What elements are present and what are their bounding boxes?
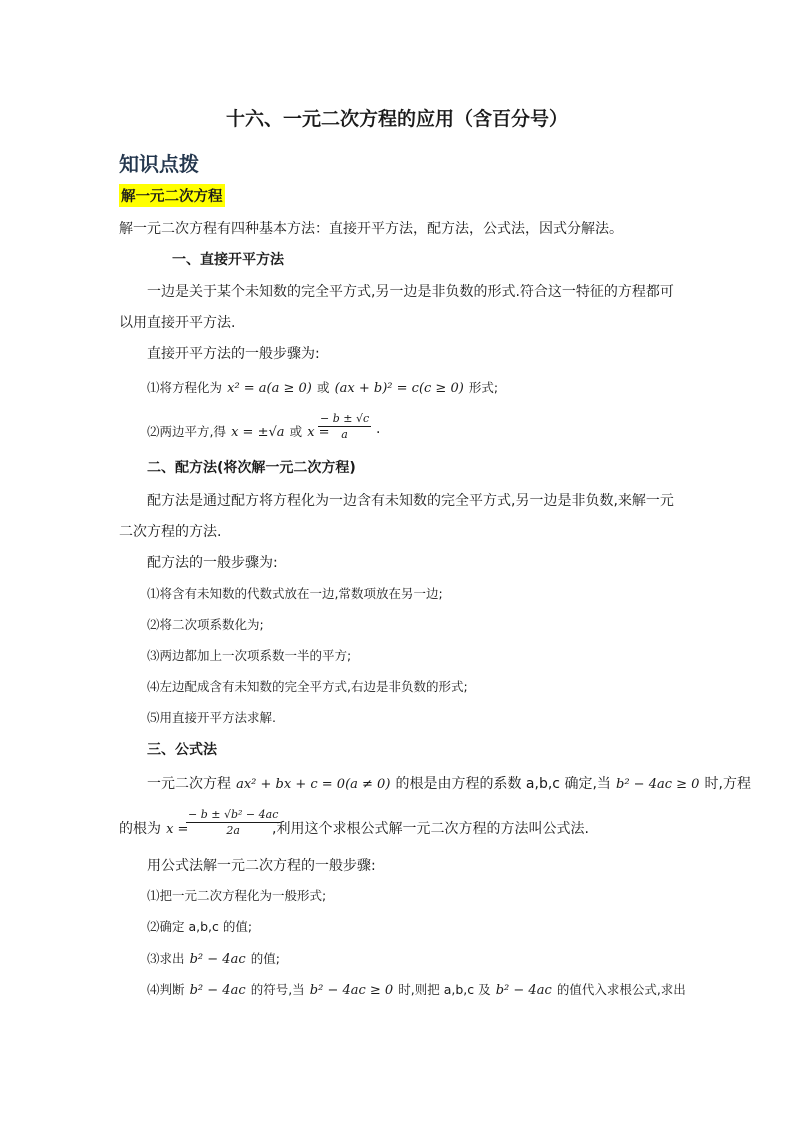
highlighted-topic: 解一元二次方程: [119, 184, 225, 207]
step-text: ⑷判断: [147, 982, 185, 997]
fraction: [186, 808, 280, 837]
fraction: [318, 412, 371, 441]
heading-completing-square: 二、配方法(将次解一元二次方程): [147, 460, 356, 476]
fraction-numerator: − b ± √c: [320, 412, 370, 425]
step-line: ⑴把一元二次方程化为一般形式;: [147, 888, 327, 903]
step-line: ⑶两边都加上一次项系数一半的平方;: [147, 648, 352, 663]
steps-title: 直接开平方法的一般步骤为:: [147, 346, 320, 362]
step-line: [147, 979, 686, 998]
intro-paragraph: 解一元二次方程有四种基本方法：直接开平方法，配方法，公式法，因式分解法。: [119, 221, 623, 237]
step-text: ⑵两边平方,得: [147, 424, 226, 439]
step-text: 的值;: [250, 951, 280, 966]
section-heading: 知识点拨: [119, 152, 199, 176]
step-line: [147, 421, 330, 440]
heading-direct-root: 一、直接开平方法: [172, 252, 284, 268]
step-line: ⑵将二次项系数化为;: [147, 617, 264, 632]
paragraph-text: 的根为: [119, 821, 161, 837]
paragraph-text: 一元二次方程: [147, 776, 231, 792]
paragraph-line: [119, 818, 188, 838]
paragraph-line: 以用直接开平方法.: [119, 315, 236, 331]
steps-title: 配方法的一般步骤为:: [147, 555, 278, 571]
step-line: ⑷左边配成含有未知数的完全平方式,右边是非负数的形式;: [147, 679, 468, 694]
math-expression: b² − 4ac ≥ 0: [616, 777, 700, 792]
step-text: ⑴将方程化为: [147, 380, 223, 395]
fraction-denominator: a: [341, 428, 348, 441]
step-text: 的符号,当: [250, 982, 305, 997]
step-line: ⑵确定 a,b,c 的值;: [147, 919, 253, 934]
fraction-denominator: 2a: [226, 824, 240, 837]
step-text: 或: [316, 380, 330, 395]
math-expression: (ax + b)² = c(c ≥ 0): [334, 381, 464, 396]
step-text: 的值代入求根公式,求出: [556, 982, 686, 997]
step-line: ⑴将含有未知数的代数式放在一边,常数项放在另一边;: [147, 586, 443, 601]
paragraph-line: [147, 773, 751, 793]
step-text: 形式;: [468, 380, 499, 395]
paragraph-line: 配方法是通过配方将方程化为一边含有未知数的完全平方式,另一边是非负数,来解一元: [147, 493, 674, 509]
fraction-numerator: − b ± √b² − 4ac: [188, 808, 279, 821]
math-expression: ax² + bx + c = 0(a ≠ 0): [236, 777, 391, 792]
paragraph-text: 的根是由方程的系数 a,b,c 确定,当: [395, 776, 611, 792]
step-text: 时,则把 a,b,c 及: [398, 982, 491, 997]
step-line: ⑸用直接开平方法求解.: [147, 710, 276, 725]
math-expression: b² − 4ac: [189, 952, 246, 967]
period: .: [376, 421, 381, 437]
page-title: 十六、一元二次方程的应用（含百分号）: [225, 108, 568, 130]
paragraph-line: 一边是关于某个未知数的完全平方式,另一边是非负数的形式.符合这一特征的方程都可: [147, 284, 674, 300]
paragraph-line: 二次方程的方法.: [119, 524, 222, 540]
math-expression: x =: [307, 425, 330, 440]
heading-formula: 三、公式法: [147, 742, 217, 758]
math-expression: b² − 4ac: [495, 983, 552, 998]
step-line: [147, 948, 280, 967]
steps-title: 用公式法解一元二次方程的一般步骤:: [147, 858, 376, 874]
math-expression: x² = a(a ≥ 0): [227, 381, 312, 396]
paragraph-text: ,利用这个求根公式解一元二次方程的方法叫公式法.: [272, 821, 589, 837]
math-expression: x = ±√a: [231, 425, 285, 440]
math-expression: b² − 4ac ≥ 0: [309, 983, 394, 998]
step-line: [147, 377, 498, 396]
step-text: 或: [289, 424, 303, 439]
paragraph-text: 时,方程: [704, 776, 751, 792]
step-text: ⑶求出: [147, 951, 185, 966]
math-expression: x =: [166, 822, 189, 837]
math-expression: b² − 4ac: [189, 983, 246, 998]
